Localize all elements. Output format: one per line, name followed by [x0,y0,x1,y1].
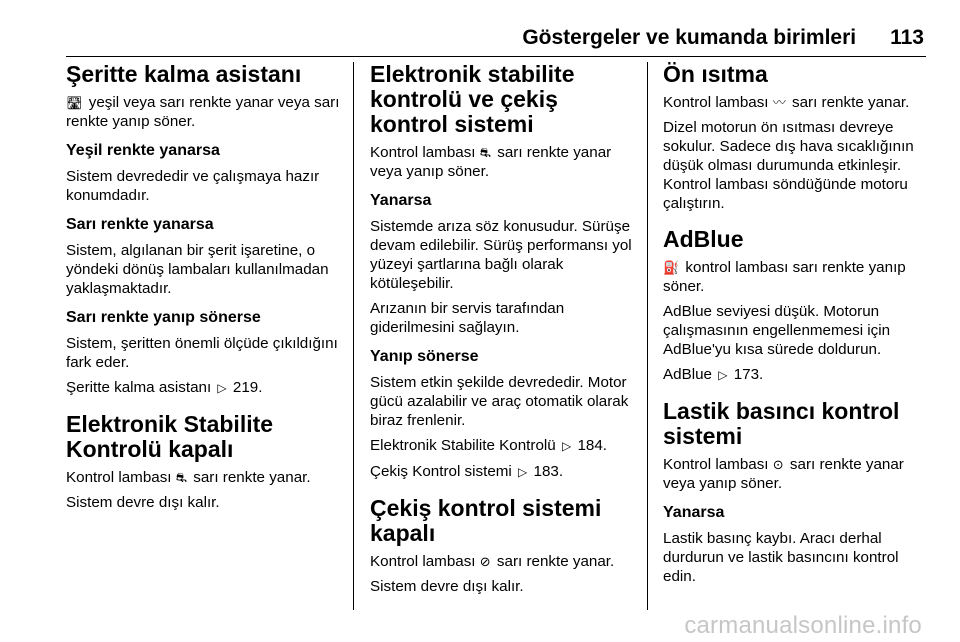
heading-tyre-on: Yanarsa [663,504,725,521]
yellow-blink-text: Sistem, şeritten önemli ölçüde çıkıldığını fark eder. [66,335,338,371]
preheat-text: Kontrol lambası 〰 sarı renkte yanar. [663,94,910,111]
adblue-icon: ⛽ [663,260,680,275]
tyre-on-text: Lastik basınç kaybı. Aracı derhal durdurun ve lastik basıncını kontrol edin. [663,530,899,585]
adblue-text: ⛽ kontrol lambası sarı renkte yanıp söner. [663,259,906,295]
heading-green: Yeşil renkte yanarsa [66,142,220,159]
heading-esc: Elektronik stabilite kontrolü ve çekiş kontrol sistemi [370,61,575,137]
column-2 [370,62,634,602]
heading-yellow-blink: Sarı renkte yanıp sönerse [66,309,261,326]
section-title: Göstergeler ve kumanda birimleri [522,26,857,49]
blink-text: Sistem etkin şekilde devrededir. Motor gücü azalabilir ve araç otomatik olarak biraz frenlenir. [370,374,629,429]
ref-esc[interactable]: Elektronik Stabilite Kontrolü ▷ 184. [370,437,607,454]
esc-icon: ⛐ [479,145,491,160]
on-text1: Sistemde arıza söz konusudur. Sürüşe devam edilebilir. Sürüş performansı yol yüzeyi şartlarına bağlı olarak kötüleşebilir. [370,218,632,292]
heading-tc-off: Çekiş kontrol sistemi kapalı [370,495,602,546]
page-header [66,26,924,56]
yellow-text: Sistem, algılanan bir şerit işaretine, o yöndeki dönüş lambaları kullanılmadan yaklaşmaktadır. [66,242,329,297]
glow-plug-icon: 〰 [772,95,786,110]
page-number: 113 [890,26,924,49]
esc-off-text: Kontrol lambası ⛐ sarı renkte yanar. [66,469,311,486]
ref-lane[interactable]: Şeritte kalma asistanı ▷ 219. [66,379,263,396]
esc-off-icon: ⛐ [175,470,187,485]
heading-lane-assist: Şeritte kalma asistanı [66,61,302,87]
tc-off-icon: ⊘ [479,554,491,569]
esc-text: Kontrol lambası ⛐ sarı renkte yanar veya yanıp söner. [370,144,612,180]
heading-adblue: AdBlue [663,226,744,252]
heading-preheat: Ön ısıtma [663,61,768,87]
heading-blink: Yanıp sönerse [370,348,479,365]
heading-esc-off: Elektronik Stabilite Kontrolü kapalı [66,411,274,462]
column-divider [353,62,354,610]
lane-assist-icon: 🛣 [66,95,83,110]
tc-text: Kontrol lambası ⊘ sarı renkte yanar. [370,553,615,570]
header-rule [66,56,926,57]
heading-on: Yanarsa [370,192,432,209]
heading-tyre: Lastik basıncı kontrol sistemi [663,398,900,449]
column-1 [66,62,344,518]
esc-off-text2: Sistem devre dışı kalır. [66,494,220,511]
column-3 [663,62,935,592]
column-divider [647,62,648,610]
page-ref-icon: ▷ [561,439,572,453]
adblue-text2: AdBlue seviyesi düşük. Motorun çalışmasının engellenmemesi için AdBlue'yu kısa sürede doldurun. [663,303,891,358]
green-text: Sistem devrededir ve çalışmaya hazır konumdadır. [66,168,320,204]
page-ref-icon: ▷ [217,381,227,395]
preheat-text2: Dizel motorun ön ısıtması devreye sokulur. Sadece dış hava sıcaklığının düşük olması durumunda etkinleşir. Kontrol lambası söndüğünde motoru çalıştırın. [663,119,914,212]
tyre-text: Kontrol lambası ⊙ sarı renkte yanar veya yanıp söner. [663,456,904,492]
ref-tc[interactable]: Çekiş Kontrol sistemi ▷ 183. [370,463,564,480]
ref-adblue[interactable]: AdBlue ▷ 173. [663,366,764,383]
lane-intro: 🛣 yeşil veya sarı renkte yanar veya sarı renkte yanıp söner. [66,94,340,130]
on-text2: Arızanın bir servis tarafından giderilmesini sağlayın. [370,300,565,336]
tc-text2: Sistem devre dışı kalır. [370,578,524,595]
tyre-pressure-icon: ⊙ [772,457,784,472]
heading-yellow: Sarı renkte yanarsa [66,216,214,233]
watermark: carmanualsonline.info [684,612,922,639]
page-ref-icon: ▷ [718,368,728,382]
page-ref-icon: ▷ [518,465,528,479]
